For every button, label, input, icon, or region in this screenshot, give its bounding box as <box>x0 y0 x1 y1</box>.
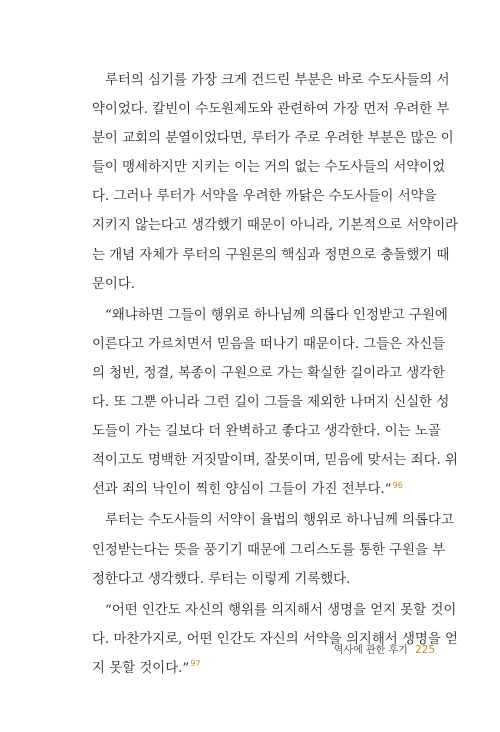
text-line: 다. 또 그뿐 아니라 그런 길이 그들을 제외한 나머지 신실한 성 <box>92 395 450 411</box>
text-line-content: 지 못할 것이다.” <box>92 660 190 676</box>
text-line <box>92 475 436 504</box>
page-footer <box>334 641 435 656</box>
text-line: 정한다고 생각했다. 루터는 이렇게 기록했다. <box>92 571 351 587</box>
paragraph-2 <box>92 506 454 593</box>
footnote-marker: 97 <box>190 659 201 669</box>
text-line <box>92 654 436 683</box>
page-number: 225 <box>414 644 435 656</box>
text-line: 지키지 않는다고 생각했기 때문이 아니라, 기본적으로 서약이라 <box>92 218 459 234</box>
text-line-content: 선과 죄의 낙인이 찍힌 양심이 그들이 가진 전부다.” <box>92 482 392 498</box>
text-line: 는 개념 자체가 루터의 구원론의 핵심과 정면으로 충돌했기 때 <box>92 247 450 263</box>
footnote-marker: 96 <box>392 480 403 490</box>
quote-paragraph-2 <box>92 596 458 683</box>
text-line: 도들이 가는 길보다 더 완벽하고 좋다고 생각한다. 이는 노골 <box>92 424 441 440</box>
paragraph-1 <box>92 66 459 299</box>
text-line: 분이 교회의 분열이었다면, 루터가 주로 우려한 부분은 많은 이 <box>92 131 454 147</box>
text-line: 다. 마찬가지로, 어떤 인간도 자신의 서약을 의지해서 생명을 얻 <box>92 631 458 647</box>
text-line: 문이다. <box>92 276 136 292</box>
text-line: 들이 맹세하지만 지키는 이는 거의 없는 수도사들의 서약이었 <box>92 160 446 176</box>
text-line: 인정받는다는 뜻을 풍기기 때문에 그리스도를 통한 구원을 부 <box>92 542 446 558</box>
text-line: “왜냐하면 그들이 행위로 하나님께 의롭다 인정받고 구원에 <box>105 307 448 323</box>
body-text <box>92 66 459 685</box>
text-line: 약이었다. 칼빈이 수도원제도와 관련하여 가장 먼저 우려한 부 <box>92 102 450 118</box>
quote-paragraph-1 <box>92 301 458 505</box>
text-line: 루터는 수도사들의 서약이 율법의 행위로 하나님께 의롭다고 <box>105 513 454 529</box>
text-line: 의 청빈, 정결, 복종이 구원으로 가는 확실한 길이라고 생각한 <box>92 365 446 381</box>
text-line: 다. 그러나 루터가 서약을 우려한 까닭은 수도사들이 서약을 <box>92 189 437 205</box>
text-line: 이른다고 가르치면서 믿음을 떠나기 때문이다. 그들은 자신들 <box>92 336 446 352</box>
text-line: 루터의 심기를 가장 크게 건드린 부분은 바로 수도사들의 서 <box>105 73 450 88</box>
text-line: “어떤 인간도 자신의 행위를 의지해서 생명을 얻지 못할 것이 <box>105 602 457 618</box>
text-line: 적이고도 명백한 거짓말이며, 잘못이며, 믿음에 맞서는 죄다. 위 <box>92 453 458 469</box>
running-footer-title: 역사에 관한 후기 <box>333 645 408 656</box>
